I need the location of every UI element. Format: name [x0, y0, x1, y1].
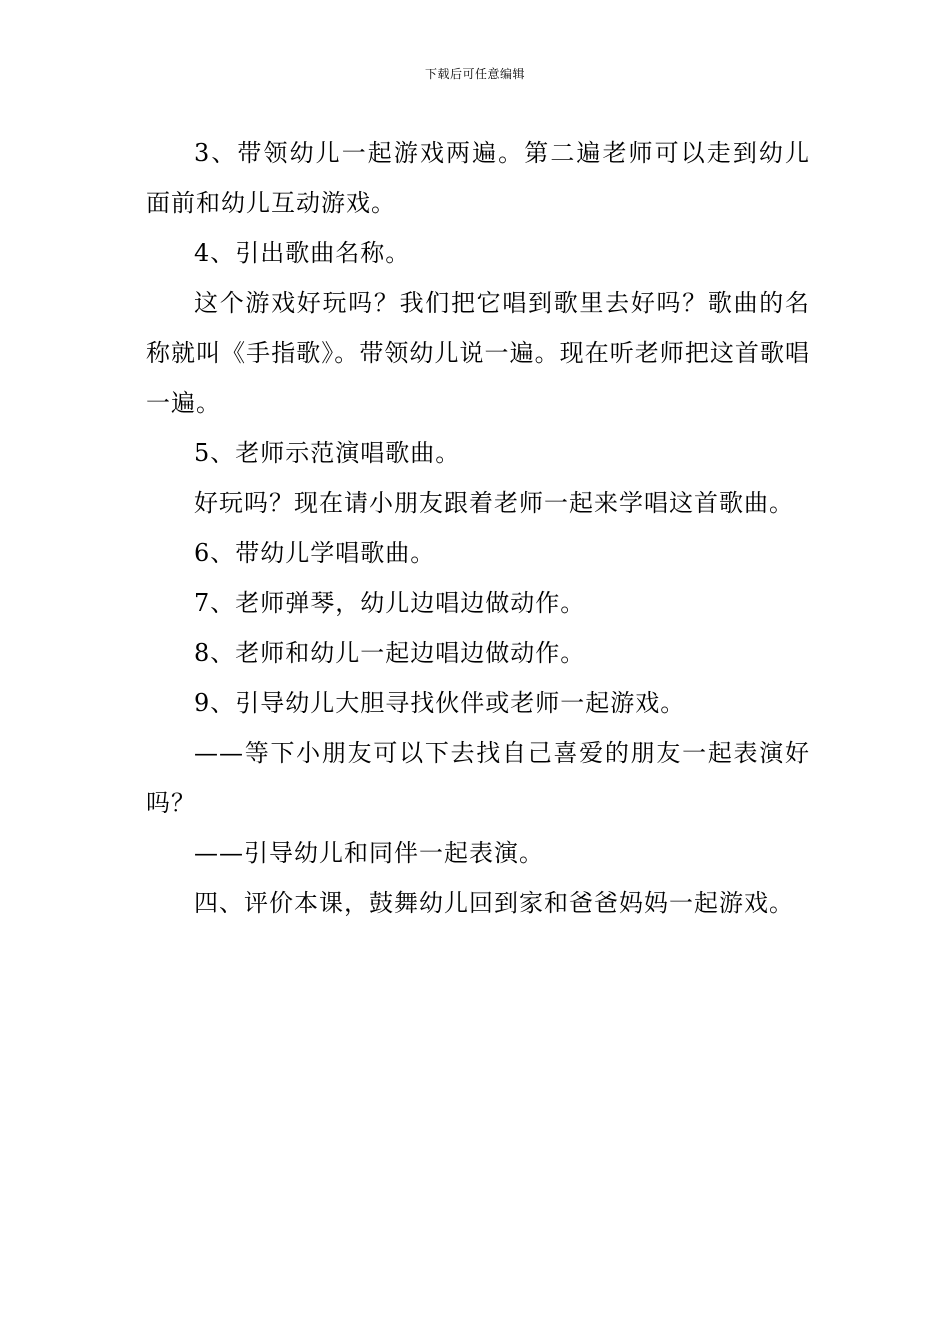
paragraph-evaluate: 四、评价本课，鼓舞幼儿回到家和爸爸妈妈一起游戏。: [194, 889, 794, 917]
document-body: [146, 128, 810, 928]
paragraph-step-4: 4、引出歌曲名称。: [194, 239, 411, 267]
paragraph-step-6: 6、带幼儿学唱歌曲。: [194, 539, 436, 567]
paragraph-step-5: 5、老师示范演唱歌曲。: [194, 439, 461, 467]
paragraph-step-7: 7、老师弹琴，幼儿边唱边做动作。: [194, 589, 586, 617]
paragraph-learn-song: 好玩吗？现在请小朋友跟着老师一起来学唱这首歌曲。: [194, 489, 794, 517]
paragraph-step-3: 3、带领幼儿一起游戏两遍。第二遍老师可以走到幼儿面前和幼儿互动游戏。: [146, 139, 810, 217]
page-header: 下载后可任意编辑: [424, 67, 525, 81]
paragraph-step-8: 8、老师和幼儿一起边唱边做动作。: [194, 639, 586, 667]
paragraph-song-intro: 这个游戏好玩吗？我们把它唱到歌里去好吗？歌曲的名称就叫《手指歌》。带领幼儿说一遍。现在听老师把这首歌唱一遍。: [146, 289, 810, 417]
paragraph-find-friend: ——等下小朋友可以下去找自己喜爱的朋友一起表演好吗？: [146, 739, 810, 817]
paragraph-step-9: 9、引导幼儿大胆寻找伙伴或老师一起游戏。: [194, 689, 686, 717]
paragraph-perform: ——引导幼儿和同伴一起表演。: [194, 839, 544, 867]
